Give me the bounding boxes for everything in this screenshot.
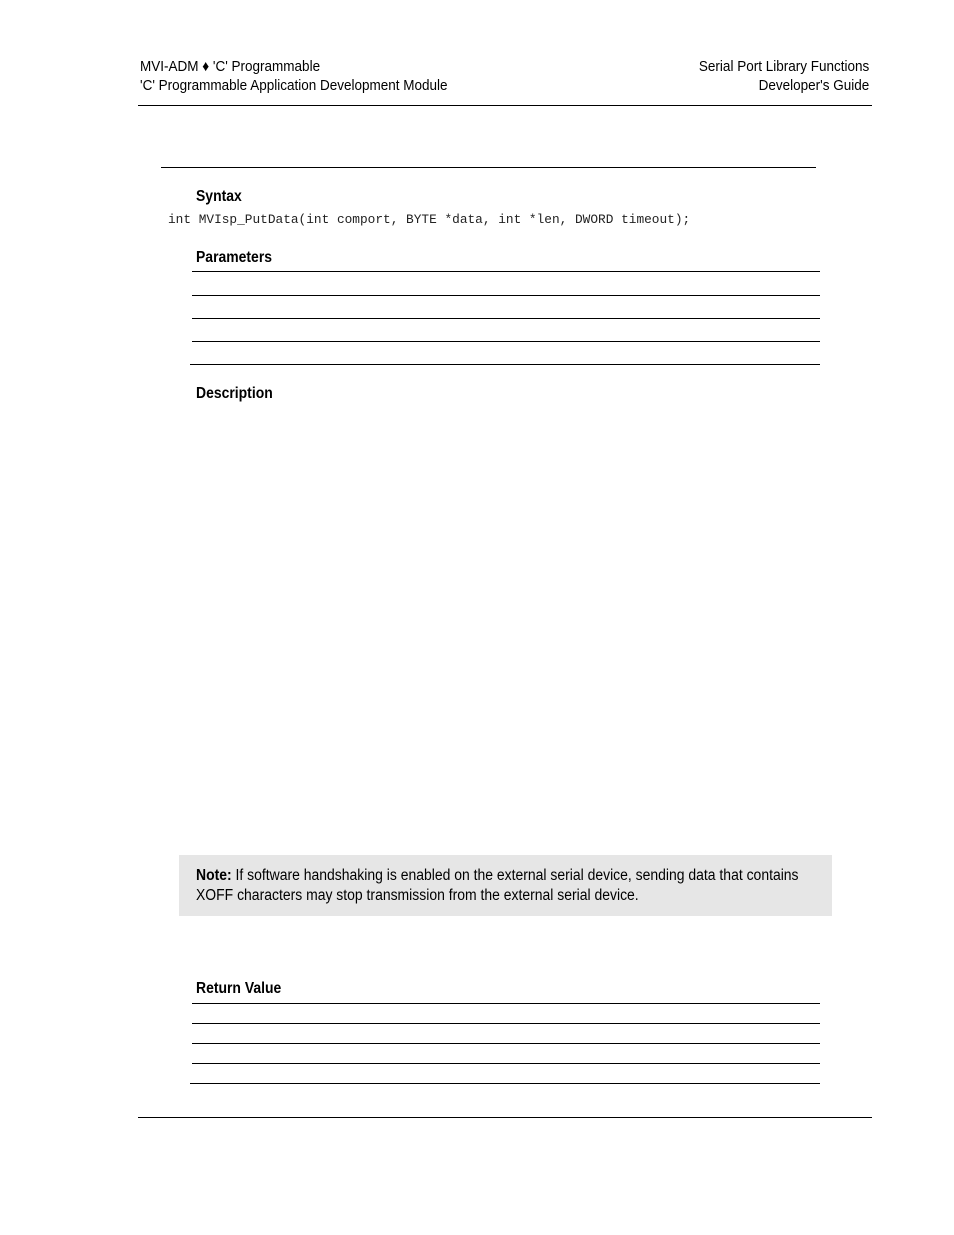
note-body: If software handshaking is enabled on the external serial device, sending data that contains XOFF characters may stop transmission from the external serial device. [196, 867, 799, 904]
return-value-table-rule [192, 1043, 820, 1044]
return-value-table-rule [192, 1063, 820, 1064]
header-divider [138, 105, 872, 106]
parameters-heading: Parameters [196, 249, 273, 266]
parameters-table-rule [192, 318, 820, 319]
syntax-heading: Syntax [196, 188, 242, 205]
header-right [699, 57, 869, 95]
function-title-rule [161, 167, 816, 168]
parameters-table-rule [190, 364, 820, 365]
note-box [179, 855, 832, 916]
note-label: Note: [196, 867, 232, 884]
parameters-table-rule [192, 271, 820, 272]
header-product-subtitle: 'C' Programmable Application Development Module [140, 77, 448, 94]
header-section-title: Serial Port Library Functions [698, 58, 869, 75]
note-text [196, 866, 808, 906]
header-product-title: MVI-ADM ♦ 'C' Programmable [140, 58, 321, 75]
return-value-table-rule [190, 1083, 820, 1084]
parameters-table-rule [192, 295, 820, 296]
parameters-table-rule [192, 341, 820, 342]
header-guide-title: Developer's Guide [758, 77, 869, 94]
return-value-heading: Return Value [196, 980, 282, 997]
description-heading: Description [196, 385, 273, 402]
return-value-table-rule [192, 1003, 820, 1004]
syntax-code: int MVIsp_PutData(int comport, BYTE *data, int *len, DWORD timeout); [168, 212, 691, 227]
footer-divider [138, 1117, 872, 1118]
return-value-table-rule [192, 1023, 820, 1024]
header-left [140, 57, 448, 95]
